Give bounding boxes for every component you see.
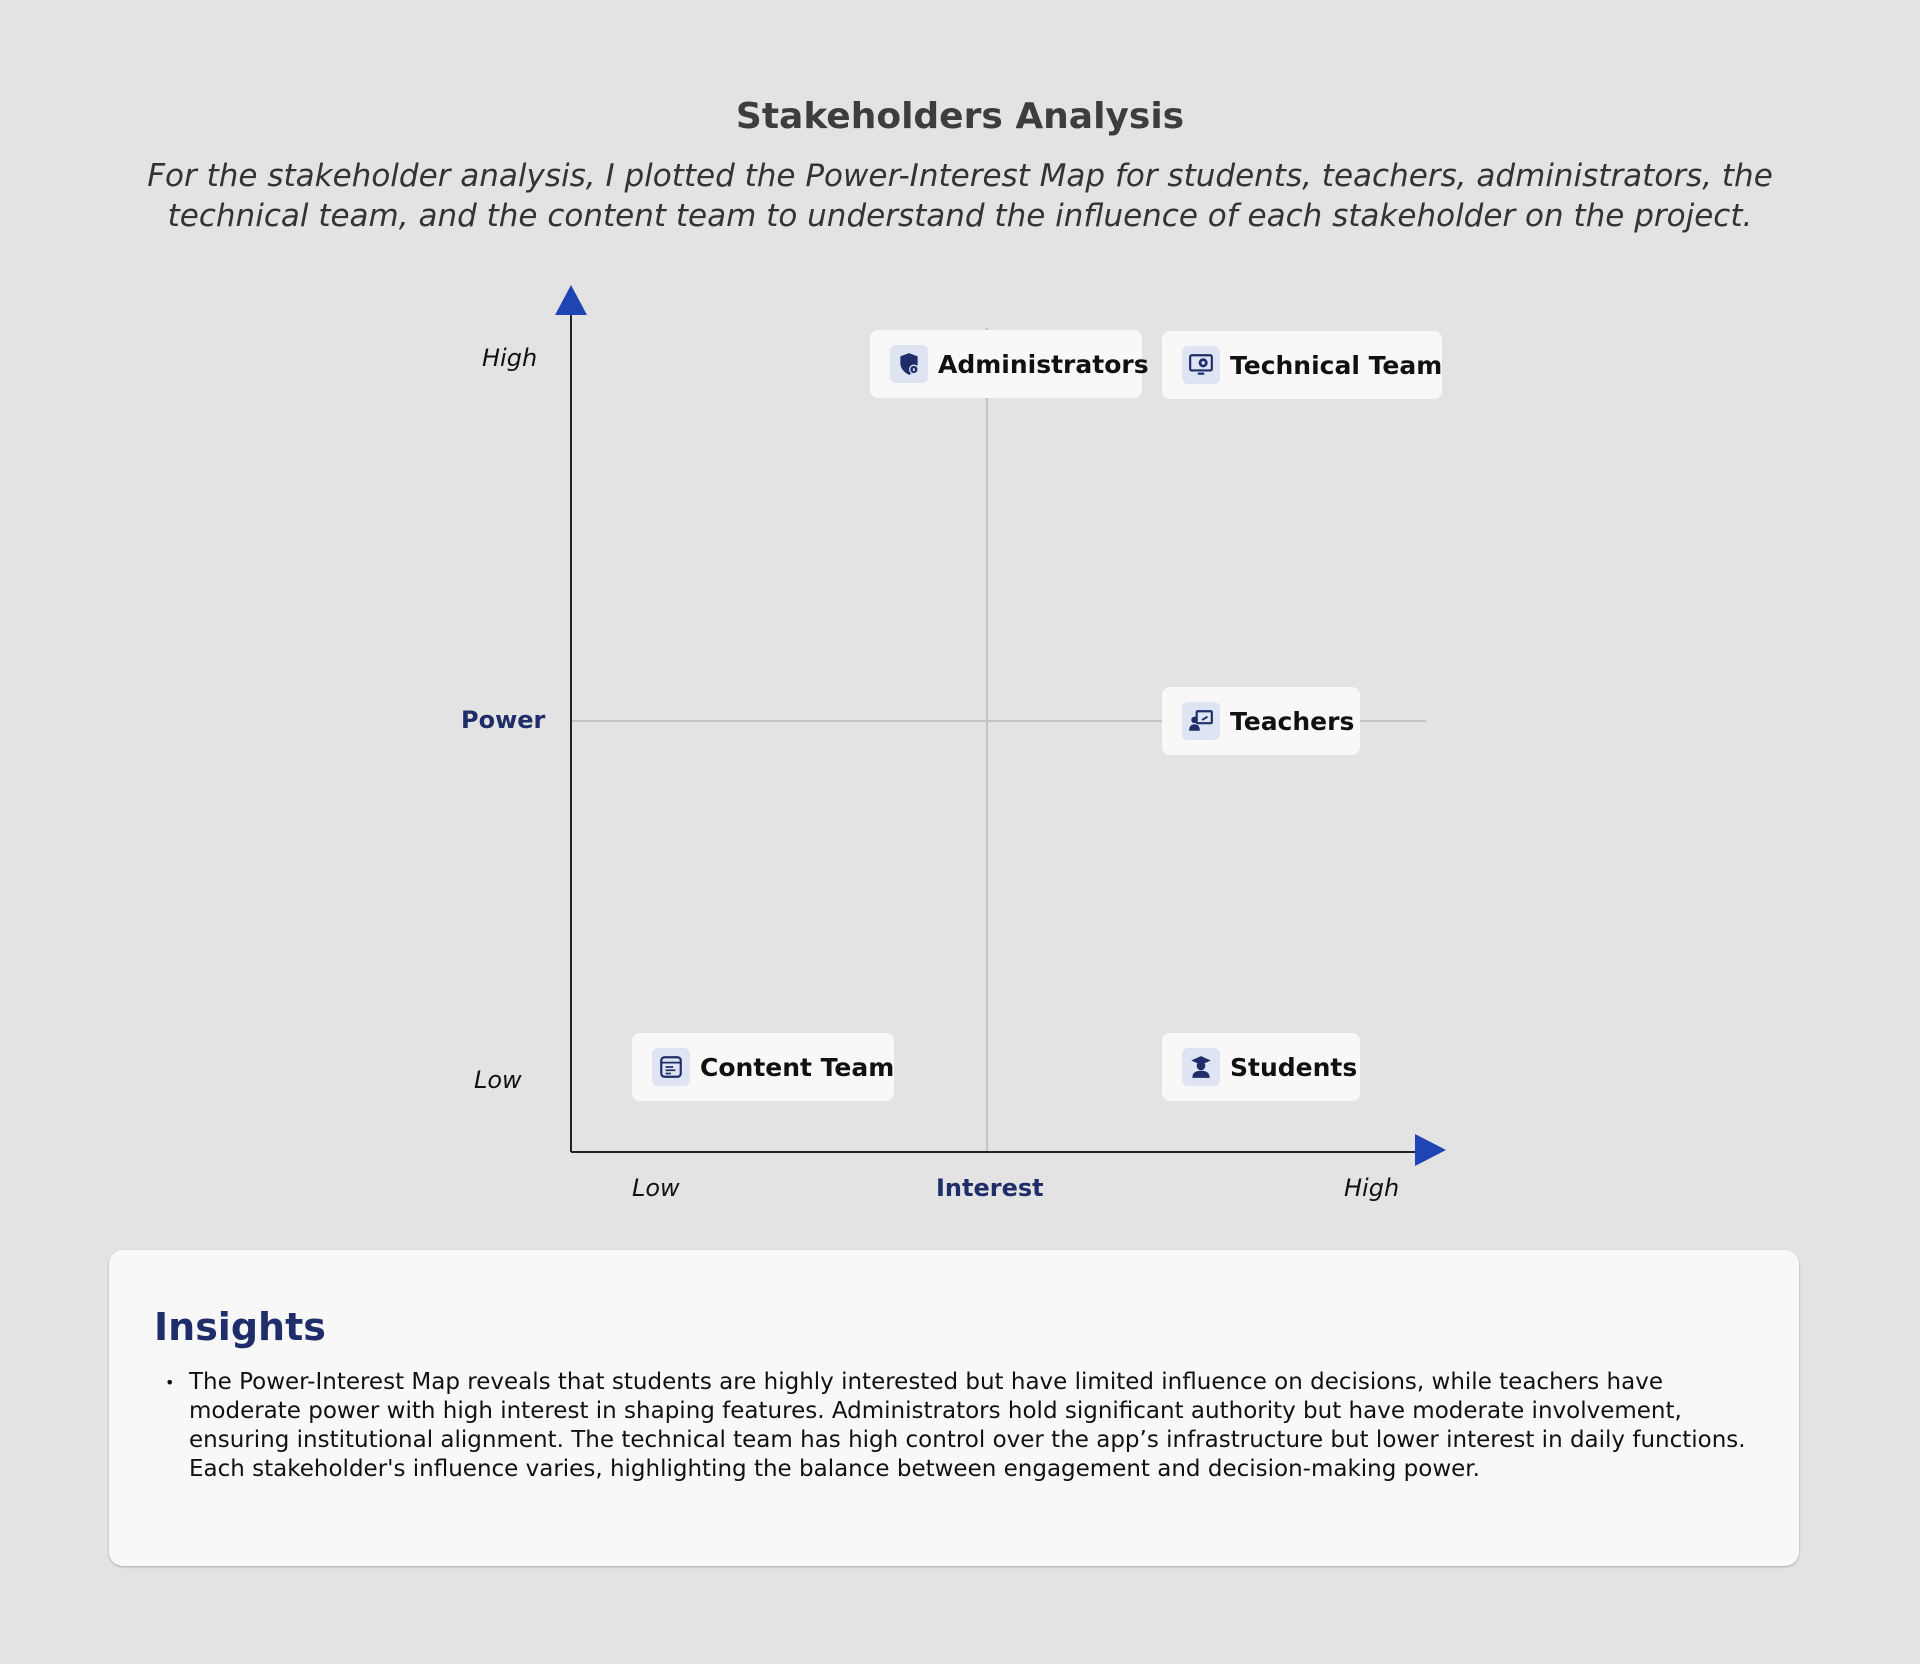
stakeholder-card-label: Teachers [1230,706,1355,736]
student-graduate-icon [1182,1048,1220,1086]
stakeholder-card-label: Administrators [938,349,1149,379]
y-axis-arrow [555,285,587,315]
page-title: Stakeholders Analysis [735,96,1185,137]
insights-panel [109,1250,1799,1566]
shield-lock-icon [890,345,928,383]
stakeholder-card-label: Students [1230,1052,1358,1082]
stakeholder-card-content-team[interactable] [632,1033,894,1101]
x-axis-low-label: Low [632,1174,680,1202]
x-axis-high-label: High [1344,1174,1400,1202]
monitor-gear-icon [1182,346,1220,384]
insights-list [189,1368,1749,1484]
teacher-board-icon [1182,702,1220,740]
stakeholder-card-label: Content Team [700,1052,895,1082]
insights-list-item: • The Power-Interest Map reveals that students are highly interested but have limited influence on decisions, while teachers have moderate power with high interest in shaping features. Administrators hold significant authority but have moderate involvement, ensuring institutional alignment. The technical team has high control over the app’s infrastructure but lower interest in daily functions. Each stakeholder's influence varies, highlighting the balance between engagement and decision-making power. [189,1368,1749,1484]
y-axis-name-label: Power [461,706,546,734]
stakeholder-card-administrators[interactable] [870,330,1149,398]
page-subtitle: For the stakeholder analysis, I plotted the Power-Interest Map for students, teachers, administrators, the technical team, and the content team to understand the influence of each stakeholder on the project. [147,158,1773,234]
document-icon [652,1048,690,1086]
stakeholder-card-teachers[interactable] [1162,687,1360,755]
x-axis-name-label: Interest [936,1174,1044,1202]
stakeholder-card-label: Technical Team [1230,350,1443,380]
y-axis-high-label: High [482,344,538,372]
y-axis-low-label: Low [474,1066,522,1094]
x-axis-arrow [1415,1134,1446,1166]
stakeholder-card-technical-team[interactable] [1162,331,1442,399]
insights-title: Insights [154,1305,326,1349]
stakeholder-card-students[interactable] [1162,1033,1360,1101]
